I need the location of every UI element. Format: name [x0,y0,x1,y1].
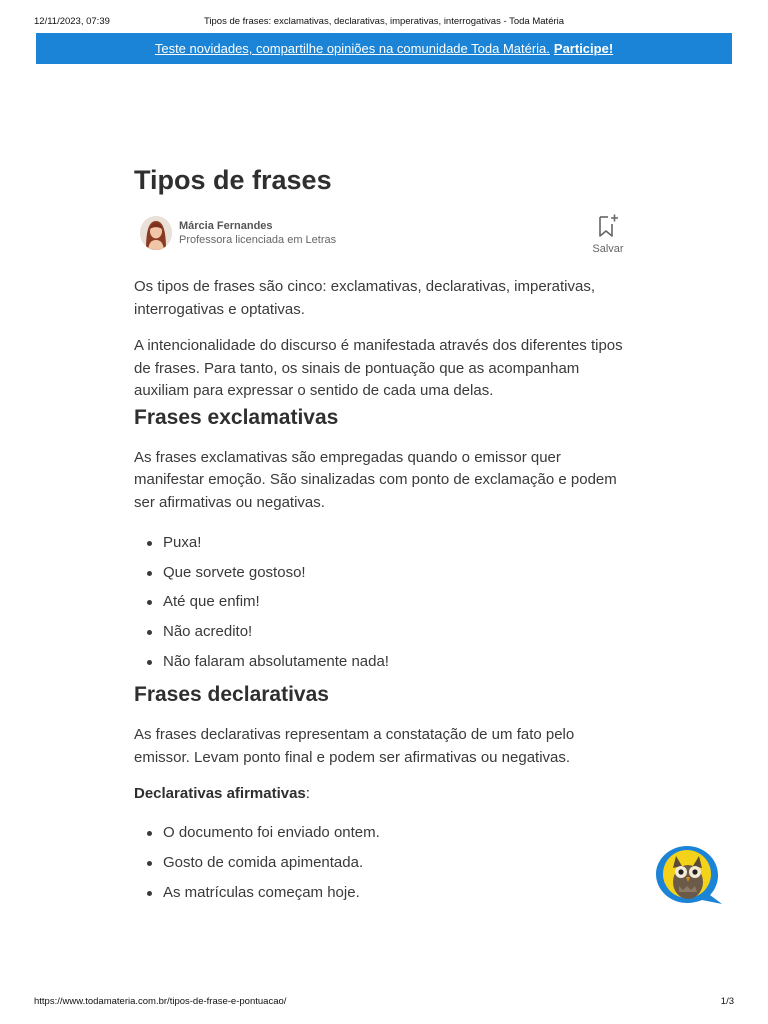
list-item: As matrículas começam hoje. [134,882,634,904]
intro-paragraph: Os tipos de frases são cinco: exclamativas, declarativas, imperativas, interrogativas e optativas. [134,278,596,318]
print-datetime: 12/11/2023, 07:39 [34,16,110,27]
print-header [0,16,768,30]
owl-chat-icon[interactable] [654,844,724,906]
author-name[interactable]: Márcia Fernandes [179,220,273,232]
list-item: Gosto de comida apimentada. [134,852,634,874]
list-item: Não acredito! [134,621,634,643]
subheading-label: Declarativas afirmativas [134,785,306,803]
article [134,160,634,912]
intro-paragraph: A intencionalidade do discurso é manifestada através dos diferentes tipos de frases. Para tanto, os sinais de pontuação que as acompanham auxiliam para expressar o sentido de cada uma delas. [134,337,623,399]
author-role: Professora licenciada em Letras [179,234,337,246]
list-item: O documento foi enviado ontem. [134,822,634,844]
banner-cta-link[interactable]: Participe! [553,41,614,56]
print-page-title: Tipos de frases: exclamativas, declarativas, imperativas, interrogativas - Toda Matéria [203,16,565,27]
section-paragraph: As frases declarativas representam a constatação de um fato pelo emissor. Levam ponto final e podem ser afirmativas ou negativas. [134,726,575,766]
print-footer [0,996,768,1010]
list-item: Não falaram absolutamente nada! [134,651,634,673]
bookmark-add-icon [596,213,620,239]
save-label: Salvar [592,243,624,255]
subheading-declarativas-afirmativas [134,783,634,805]
author-row [134,216,634,256]
list-item: Até que enfim! [134,591,634,613]
print-page-number: 1/3 [720,996,734,1007]
section-paragraph: As frases exclamativas são empregadas quando o emissor quer manifestar emoção. São sinalizadas com ponto de exclamação e podem ser afirmativas ou negativas. [134,448,617,511]
section-heading-exclamativas: Frases exclamativas [134,405,339,429]
examples-list-exclamativas [134,532,634,673]
list-item: Puxa! [134,532,634,554]
page-title: Tipos de frases [134,165,332,195]
banner-link[interactable]: Teste novidades, compartilhe opiniões na comunidade Toda Matéria. [154,41,550,56]
author-info [179,219,336,247]
print-url: https://www.todamateria.com.br/tipos-de-frase-e-pontuacao/ [34,996,287,1007]
section-heading-declarativas: Frases declarativas [134,683,329,707]
avatar [140,216,172,250]
save-button[interactable] [590,213,626,255]
subheading-suffix: : [305,785,310,803]
community-banner [36,33,732,64]
examples-list-declarativas [134,822,634,903]
list-item: Que sorvete gostoso! [134,562,634,584]
